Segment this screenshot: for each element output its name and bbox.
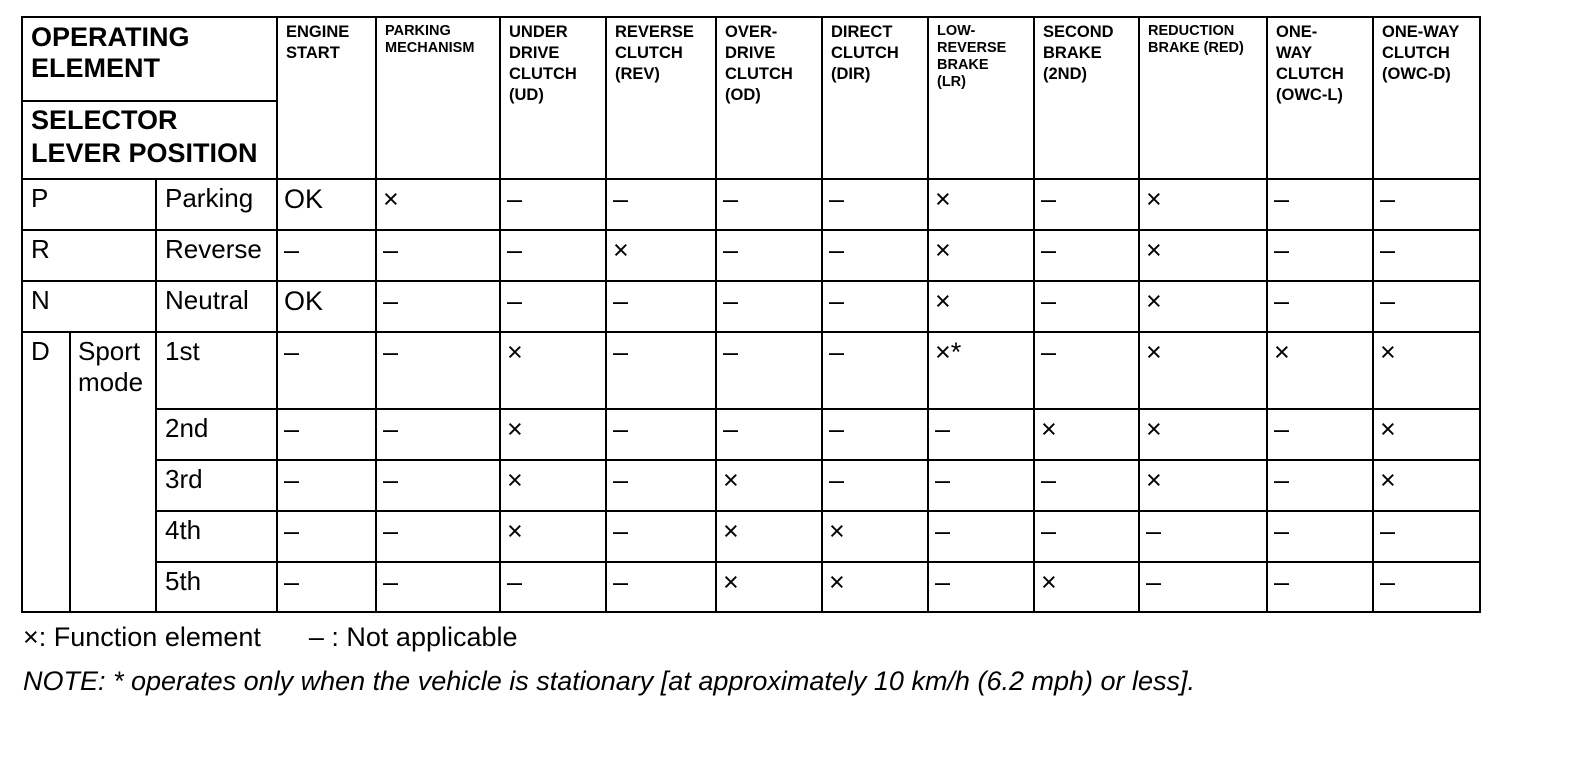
element-cell [716,179,822,230]
element-cell [1267,179,1373,230]
element-cell [928,409,1034,460]
column-header-line: ONE- [1276,23,1318,41]
element-cell-text: – [935,567,951,597]
element-cell [1373,460,1480,511]
lever-position [22,281,156,332]
element-cell [1034,409,1139,460]
column-header [1267,17,1373,179]
element-cell-text: × [1146,414,1162,444]
element-cell [1034,562,1139,612]
column-header-line: PARKING [385,23,451,39]
element-cell [277,460,376,511]
range-label-text: Neutral [165,285,249,315]
element-cell [822,409,928,460]
table-row [22,460,1480,511]
element-cell-text: – [1041,465,1057,495]
element-cell [822,460,928,511]
element-cell [277,511,376,562]
element-cell-text: – [1274,235,1290,265]
element-cell-text: – [613,337,629,367]
range-label-text: 4th [165,515,202,545]
lever-position [22,332,70,612]
element-cell-text: – [1274,184,1290,214]
element-cell-text: – [383,286,399,316]
element-cell-text: – [383,337,399,367]
element-cell [500,281,606,332]
element-cell [1373,179,1480,230]
element-cell-text: – [723,235,739,265]
column-header-line: DRIVE [509,44,560,62]
element-cell [1034,332,1139,409]
element-cell [928,179,1034,230]
element-cell [1034,179,1139,230]
element-cell-text: – [613,567,629,597]
column-header-line: REVERSE [937,40,1007,56]
column-header [376,17,500,179]
element-cell-text: × [1146,465,1162,495]
element-cell [606,332,716,409]
element-cell-text: – [1380,286,1396,316]
element-cell-text: – [613,516,629,546]
column-header-line: DRIVE [725,44,776,62]
lever-position-text: D [31,336,50,366]
element-cell-text: × [1041,414,1057,444]
element-cell-text: – [829,465,845,495]
column-header-line: ENGINE [286,23,350,41]
element-cell-text: × [935,184,951,214]
element-cell [606,409,716,460]
element-cell-text: – [613,465,629,495]
element-cell-text: – [1274,516,1290,546]
element-cell-text: × [829,516,845,546]
element-cell-text: × [1380,465,1396,495]
column-header-line: MECHANISM [385,40,475,56]
column-header [1139,17,1267,179]
element-cell [1267,409,1373,460]
mode-line: Sport [78,336,141,366]
range-label-text: 1st [165,336,200,366]
element-cell-text: – [1041,337,1057,367]
element-cell [606,511,716,562]
column-header-line: BRAKE [937,57,989,73]
element-cell [1267,562,1373,612]
operating-element-table [21,16,1481,613]
element-cell-text: × [723,465,739,495]
element-cell-text: – [284,516,300,546]
element-cell-text: – [1041,516,1057,546]
element-cell-text: – [1274,465,1290,495]
mode-line: mode [78,367,144,397]
element-cell [1267,281,1373,332]
element-cell-text: × [507,516,523,546]
element-cell [376,230,500,281]
element-cell [822,179,928,230]
element-cell [277,409,376,460]
element-cell-text: × [507,465,523,495]
table-row [22,511,1480,562]
element-cell-text: – [1274,414,1290,444]
element-cell-text: – [1041,286,1057,316]
lever-position-text: R [31,234,50,264]
column-header [277,17,376,179]
element-cell-text: – [383,465,399,495]
element-cell [1034,511,1139,562]
lever-position-text: N [31,285,50,315]
element-cell-text: – [1146,567,1162,597]
element-cell [1139,562,1267,612]
column-header-line: BRAKE [1043,44,1102,62]
column-header-line: START [286,44,340,62]
lever-position [22,230,156,281]
element-cell-text: × [935,235,951,265]
range-label [156,511,277,562]
element-cell [822,230,928,281]
lever-position-text: P [31,183,49,213]
element-cell [1373,409,1480,460]
element-cell [500,460,606,511]
element-cell [1139,179,1267,230]
range-label-text: 5th [165,566,202,596]
element-cell-text: – [723,337,739,367]
column-header-line: UNDER [509,23,568,41]
element-cell [716,332,822,409]
element-cell-text: OK [284,286,324,316]
element-cell-text: × [935,286,951,316]
legend-function: ×: Function element [23,622,261,652]
element-cell [376,409,500,460]
element-cell-text: – [507,567,523,597]
element-cell-text: – [829,235,845,265]
element-cell [277,230,376,281]
selector-lever-position-header [22,101,277,179]
column-header [500,17,606,179]
column-header-line: CLUTCH [615,44,683,62]
table-body [22,179,1480,612]
column-header-line: (LR) [937,74,966,90]
element-cell [716,409,822,460]
element-cell [928,460,1034,511]
column-header-line: REVERSE [615,23,694,41]
element-cell-text: × [1146,337,1162,367]
element-cell [1373,511,1480,562]
range-label-text: 2nd [165,413,209,443]
element-cell [822,332,928,409]
table-row [22,332,1480,409]
element-cell [1267,511,1373,562]
element-cell-text: × [507,414,523,444]
element-cell-text: × [1146,286,1162,316]
element-cell [500,230,606,281]
element-cell-text: × [723,516,739,546]
operating-element-header [22,17,277,101]
element-cell [277,562,376,612]
element-cell [1139,460,1267,511]
column-header [716,17,822,179]
element-cell-text: – [613,286,629,316]
element-cell-text: – [935,465,951,495]
element-cell-text: × [383,184,399,214]
element-cell [606,460,716,511]
column-header-line: (OWC-D) [1382,65,1451,83]
element-cell-text: – [723,414,739,444]
element-cell-text: – [613,184,629,214]
element-cell [500,562,606,612]
column-header [606,17,716,179]
element-cell-text: – [284,465,300,495]
element-cell [1373,281,1480,332]
element-cell-text: – [613,414,629,444]
element-cell [376,332,500,409]
element-cell [928,230,1034,281]
range-label-text: Reverse [165,234,262,264]
element-cell [1139,281,1267,332]
element-cell [822,562,928,612]
column-header-line: (2ND) [1043,65,1087,83]
element-cell [277,332,376,409]
element-cell-text: ×* [935,337,962,367]
column-header-line: (OD) [725,86,761,104]
element-cell-text: × [1380,414,1396,444]
element-cell [822,511,928,562]
range-label [156,409,277,460]
element-cell-text: – [1380,184,1396,214]
element-cell [1267,460,1373,511]
operating-element-line: ELEMENT [31,53,161,83]
element-cell [1267,230,1373,281]
range-label [156,230,277,281]
table-row [22,409,1480,460]
column-header-line: OVER- [725,23,778,41]
element-cell-text: × [1146,235,1162,265]
element-cell-text: – [723,184,739,214]
element-cell [1034,230,1139,281]
column-header-line: DIRECT [831,23,893,41]
column-header-line: CLUTCH [509,65,577,83]
column-header-line: BRAKE (RED) [1148,40,1244,56]
legend-not-applicable: – : Not applicable [308,622,518,652]
element-cell [376,179,500,230]
column-header-line: CLUTCH [831,44,899,62]
note: NOTE: * operates only when the vehicle is stationary [at approximately 10 km/h (6.2 mph) or less]. [23,666,1196,696]
element-cell [1139,230,1267,281]
element-cell-text: – [1274,567,1290,597]
element-cell-text: × [507,337,523,367]
table-row [22,562,1480,612]
element-cell-text: – [1146,516,1162,546]
element-cell [928,332,1034,409]
lever-position [22,179,156,230]
element-cell [606,281,716,332]
element-cell-text: – [507,286,523,316]
element-cell-text: – [1380,516,1396,546]
column-header-line: SECOND [1043,23,1114,41]
element-cell-text: – [1041,184,1057,214]
element-cell-text: – [1380,567,1396,597]
range-label-text: 3rd [165,464,203,494]
element-cell-text: – [1380,235,1396,265]
element-cell [500,511,606,562]
legend [23,620,518,654]
element-cell-text: – [829,414,845,444]
range-label-text: Parking [165,183,254,213]
column-header-line: (DIR) [831,65,871,83]
table-row [22,281,1480,332]
element-cell-text: – [723,286,739,316]
column-header-line: (UD) [509,86,544,104]
element-cell-text: – [1274,286,1290,316]
selector-line: SELECTOR [31,105,178,135]
element-cell [1373,230,1480,281]
column-header [1034,17,1139,179]
column-header-line: LOW- [937,23,976,39]
column-header-line: CLUTCH [1276,65,1344,83]
element-cell [1034,281,1139,332]
element-cell [500,179,606,230]
column-header-line: CLUTCH [1382,44,1450,62]
element-cell [928,281,1034,332]
element-cell-text: × [1041,567,1057,597]
element-cell [1034,460,1139,511]
element-cell [277,179,376,230]
column-header-line: WAY [1276,44,1313,62]
column-header [822,17,928,179]
element-cell-text: – [284,337,300,367]
element-cell [606,562,716,612]
element-cell-text: × [829,567,845,597]
element-cell [716,511,822,562]
table-row [22,230,1480,281]
element-cell-text: – [1041,235,1057,265]
element-cell [376,460,500,511]
element-cell-text: – [829,337,845,367]
element-cell-text: – [383,235,399,265]
operating-element-line: OPERATING [31,22,190,52]
element-cell-text: × [1146,184,1162,214]
element-cell-text: – [507,235,523,265]
element-cell-text: × [1380,337,1396,367]
range-label [156,332,277,409]
element-cell [1373,332,1480,409]
element-cell-text: – [383,567,399,597]
column-header-line: (REV) [615,65,660,83]
element-cell-text: – [829,286,845,316]
element-cell-text: – [383,414,399,444]
element-cell-text: – [935,414,951,444]
element-cell [716,281,822,332]
element-cell-text: × [613,235,629,265]
element-cell-text: – [935,516,951,546]
element-cell [606,179,716,230]
column-header-line: REDUCTION [1148,23,1235,39]
selector-line: LEVER POSITION [31,138,258,168]
column-header-line: CLUTCH [725,65,793,83]
element-cell-text: – [829,184,845,214]
column-header [1373,17,1480,179]
element-cell-text: – [284,567,300,597]
element-cell [928,511,1034,562]
element-cell-text: – [507,184,523,214]
column-header [928,17,1034,179]
element-cell-text: OK [284,184,324,214]
element-cell [1139,332,1267,409]
element-cell [277,281,376,332]
element-cell [716,460,822,511]
mode-cell [70,332,156,612]
range-label [156,562,277,612]
column-header-line: (OWC-L) [1276,86,1343,104]
element-cell-text: – [284,414,300,444]
range-label [156,460,277,511]
element-cell [376,511,500,562]
range-label [156,281,277,332]
element-cell [716,562,822,612]
element-cell [1373,562,1480,612]
element-cell [376,281,500,332]
table-row [22,179,1480,230]
element-cell [1139,511,1267,562]
element-cell [500,409,606,460]
column-header-line: ONE-WAY [1382,23,1460,41]
element-cell [1267,332,1373,409]
element-cell-text: – [383,516,399,546]
element-cell-text: – [284,235,300,265]
element-cell [716,230,822,281]
element-cell-text: × [1274,337,1290,367]
element-cell [500,332,606,409]
element-cell [928,562,1034,612]
element-cell [376,562,500,612]
range-label [156,179,277,230]
element-cell-text: × [723,567,739,597]
element-cell [1139,409,1267,460]
element-cell [606,230,716,281]
element-cell [822,281,928,332]
